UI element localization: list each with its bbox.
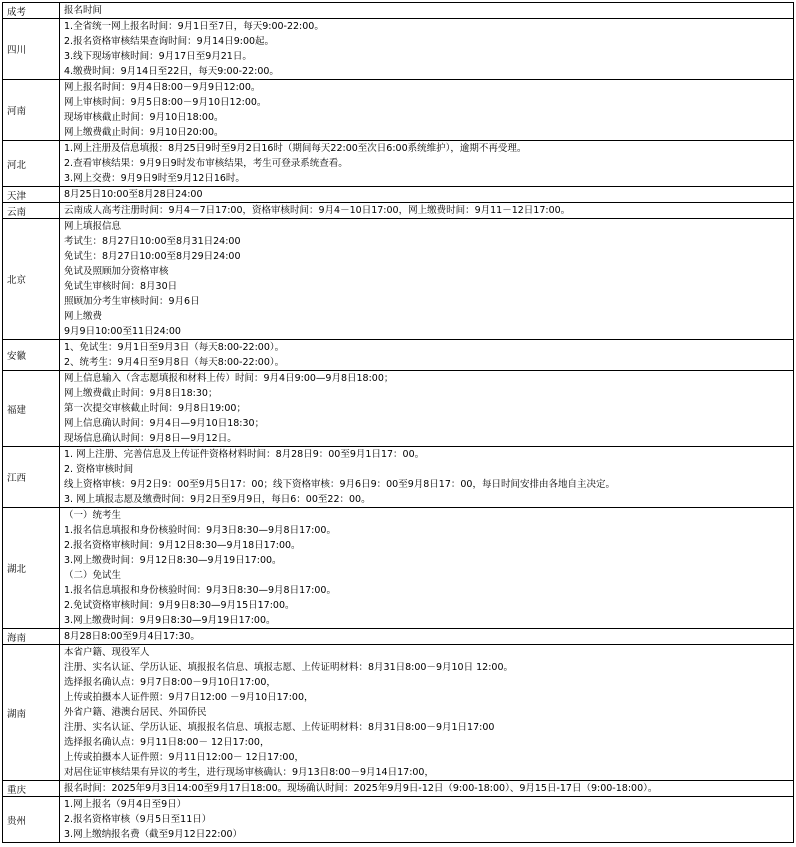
schedule-line: 网上信息输入（含志愿填报和材料上传）时间：9月4日9:00—9月8日18:00； (64, 373, 394, 384)
schedule-line: 1. 网上注册、完善信息及上传证件资格材料时间：8月28日9：00至9月1日17：00。 (64, 449, 425, 460)
province-cell: 海南 (2, 629, 60, 644)
province-cell: 湖南 (2, 645, 60, 780)
schedule-cell (60, 508, 794, 628)
schedule-line: （一）统考生 (64, 510, 122, 521)
schedule-line: 免试及照顾加分资格审核 (64, 266, 169, 277)
schedule-line: 报名时间：2025年9月3日14:00至9月17日18:00。现场确认时间：2025年9月9日-12日（9:00-18:00）、9月15日-17日（9:00-18:00）。 (64, 783, 658, 794)
schedule-cell (60, 447, 794, 507)
table-row (2, 141, 794, 187)
schedule-line: 现场审核截止时间：9月10日18:00。 (64, 112, 224, 123)
header-province-cell: 成考 (2, 3, 60, 18)
schedule-cell (60, 797, 794, 842)
header-content-cell: 报名时间 (60, 3, 794, 18)
schedule-line: 现场信息确认时间：9月8日—9月12日。 (64, 433, 237, 444)
schedule-line: 选择报名确认点：9月7日8:00－9月10日17:00， (64, 677, 276, 688)
schedule-line: 2.报名资格审核结果查询时间：9月14日9:00起。 (64, 36, 275, 47)
schedule-line: 3.网上缴费时间：9月12日8:30—9月19日17:00。 (64, 555, 282, 566)
schedule-cell (60, 19, 794, 79)
schedule-line: 本省户籍、现役军人 (64, 647, 150, 658)
schedule-line: 1、免试生：9月1日至9月3日（每天8:00-22:00）。 (64, 342, 285, 353)
schedule-line: 上传或拍摄本人证件照：9月11日12:00－ 12日17:00， (64, 752, 304, 763)
schedule-line: （二）免试生 (64, 570, 122, 581)
schedule-line: 考试生：8月27日10:00至8月31日24:00 (64, 236, 241, 247)
schedule-line: 注册、实名认证、学历认证、填报报名信息、填报志愿、上传证明材料：8月31日8:00－9月1日17:00 (64, 722, 495, 733)
province-cell: 北京 (2, 219, 60, 339)
schedule-line: 云南成人高考注册时间：9月4－7日17:00，资格审核时间：9月4－10日17:00，网上缴费时间：9月11－12日17:00。 (64, 205, 571, 216)
table-row (2, 203, 794, 219)
schedule-cell (60, 781, 794, 796)
province-cell: 河南 (2, 80, 60, 140)
table-row (2, 219, 794, 340)
schedule-line: 对居住证审核结果有异议的考生，进行现场审核确认：9月13日8:00－9月14日17:00， (64, 767, 434, 778)
schedule-line: 1.网上报名（9月4日至9日） (64, 799, 187, 810)
table-row (2, 19, 794, 80)
schedule-line: 注册、实名认证、学历认证、填报报名信息、填报志愿、上传证明材料：8月31日8:00－9月10日 12:00。 (64, 662, 513, 673)
table-row (2, 645, 794, 781)
schedule-line: 2. 资格审核时间 (64, 464, 134, 475)
schedule-line: 网上信息确认时间：9月4日—9月10日18:30； (64, 418, 265, 429)
schedule-line: 网上填报信息 (64, 221, 122, 232)
table-row (2, 371, 794, 447)
schedule-line: 3.线下现场审核时间：9月17日至9月21日。 (64, 51, 252, 62)
schedule-line: 2.报名资格审核（9月5日至11日） (64, 814, 212, 825)
schedule-line: 1.报名信息填报和身份核验时间：9月3日8:30—9月8日17:00。 (64, 585, 336, 596)
schedule-cell (60, 629, 794, 644)
schedule-line: 1.网上注册及信息填报：8月25日9时至9月2日16时（期间每天22:00至次日6:00系统维护），逾期不再受理。 (64, 143, 527, 154)
schedule-line: 1.全省统一网上报名时间：9月1日至7日，每天9:00-22:00。 (64, 21, 324, 32)
table-row (2, 447, 794, 508)
table-row (2, 80, 794, 141)
province-cell: 福建 (2, 371, 60, 446)
schedule-line: 照顾加分考生审核时间：9月6日 (64, 296, 200, 307)
table-row (2, 629, 794, 645)
schedule-line: 网上缴费截止时间：9月8日18:30； (64, 388, 218, 399)
province-cell: 安徽 (2, 340, 60, 370)
province-cell: 天津 (2, 187, 60, 202)
schedule-line: 1.报名信息填报和身份核验时间：9月3日8:30—9月8日17:00。 (64, 525, 336, 536)
schedule-line: 4.缴费时间：9月14日至22日，每天9:00-22:00。 (64, 66, 279, 77)
schedule-line: 3.网上缴纳报名费（截至9月12日22:00） (64, 829, 243, 840)
schedule-line: 网上报名时间：9月4日8:00－9月9日12:00。 (64, 82, 261, 93)
table-row (2, 508, 794, 629)
schedule-line: 网上审核时间：9月5日8:00－9月10日12:00。 (64, 97, 267, 108)
schedule-line: 外省户籍、港澳台居民、外国侨民 (64, 707, 207, 718)
schedule-cell (60, 187, 794, 202)
schedule-line: 上传或拍摄本人证件照：9月7日12:00 －9月10日17:00， (64, 692, 314, 703)
schedule-line: 免试生审核时间：8月30日 (64, 281, 178, 292)
schedule-line: 9月9日10:00至11日24:00 (64, 326, 181, 337)
schedule-line: 免试生：8月27日10:00至8月29日24:00 (64, 251, 241, 262)
schedule-line: 3. 网上填报志愿及缴费时间：9月2日至9月9日，每日6：00至22：00。 (64, 494, 371, 505)
table-row (2, 781, 794, 797)
schedule-cell (60, 219, 794, 339)
schedule-line: 线上资格审核：9月2日9：00至9月5日17：00；线下资格审核：9月6日9：00至9月8日17：00，每日时间安排由各地自主决定。 (64, 479, 615, 490)
province-cell: 重庆 (2, 781, 60, 796)
schedule-line: 8月28日8:00至9月4日17:30。 (64, 631, 200, 642)
schedule-cell (60, 645, 794, 780)
schedule-line: 2、统考生：9月4日至9月8日（每天8:00-22:00）。 (64, 357, 285, 368)
table-row (2, 340, 794, 371)
schedule-line: 2.免试资格审核时间：9月9日8:30—9月15日17:00。 (64, 600, 295, 611)
schedule-cell (60, 203, 794, 218)
province-cell: 江西 (2, 447, 60, 507)
schedule-line: 网上缴费截止时间：9月10日20:00。 (64, 127, 224, 138)
schedule-line: 第一次提交审核截止时间：9月8日19:00； (64, 403, 246, 414)
province-cell: 贵州 (2, 797, 60, 842)
province-cell: 河北 (2, 141, 60, 186)
province-cell: 四川 (2, 19, 60, 79)
schedule-cell (60, 80, 794, 140)
schedule-cell (60, 340, 794, 370)
schedule-line: 选择报名确认点：9月11日8:00－ 12日17:00， (64, 737, 270, 748)
table-row (2, 187, 794, 203)
table-header-row (2, 2, 794, 19)
schedule-line: 网上缴费 (64, 311, 103, 322)
province-cell: 湖北 (2, 508, 60, 628)
schedule-line: 3.网上缴费时间：9月9日8:30—9月19日17:00。 (64, 615, 276, 626)
table-row (2, 797, 794, 843)
schedule-cell (60, 371, 794, 446)
schedule-cell (60, 141, 794, 186)
province-cell: 云南 (2, 203, 60, 218)
schedule-line: 2.查看审核结果：9月9日9时发布审核结果，考生可登录系统查看。 (64, 158, 348, 169)
schedule-line: 8月25日10:00至8月28日24:00 (64, 189, 203, 200)
schedule-line: 3.网上交费：9月9日9时至9月12日16时。 (64, 173, 245, 184)
schedule-line: 2.报名资格审核时间：9月12日8:30—9月18日17:00。 (64, 540, 301, 551)
